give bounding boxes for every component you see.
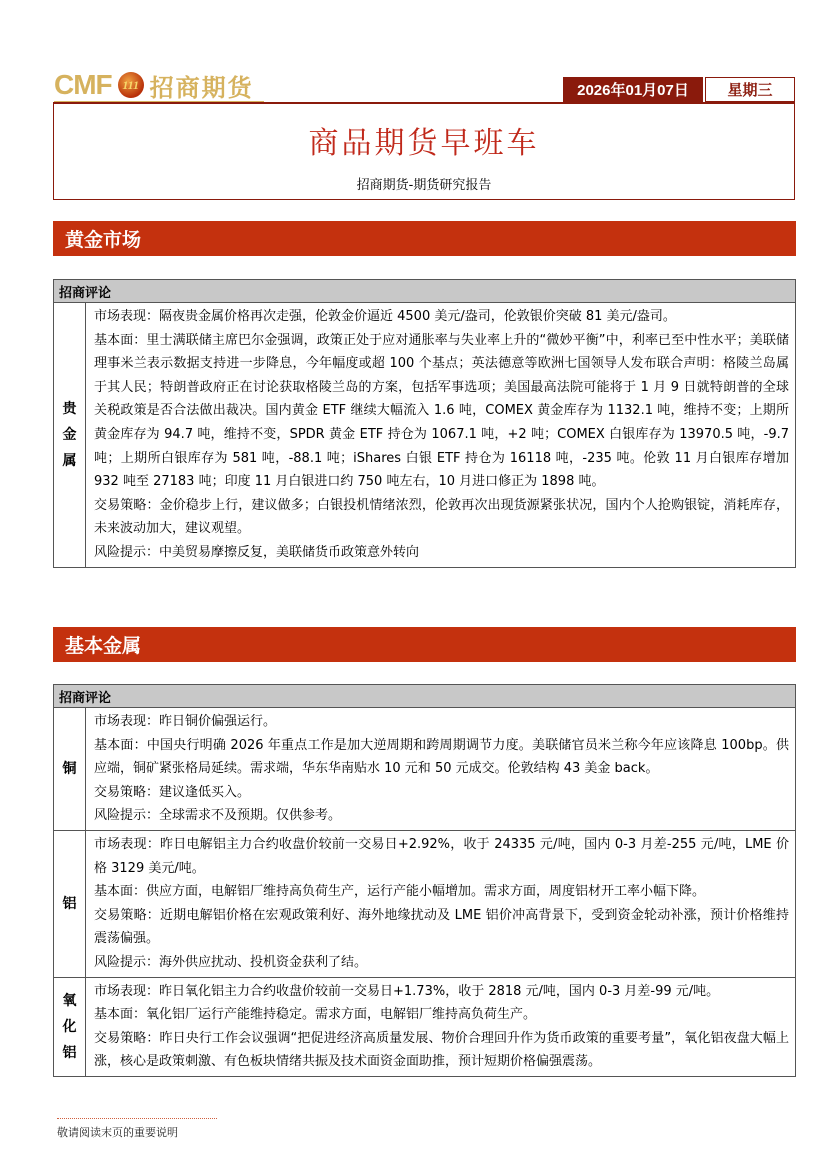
category-label	[54, 303, 86, 568]
category-char: 铝	[62, 895, 77, 912]
trading-strategy: 交易策略：近期电解铝价格在宏观政策利好、海外地缘扰动及 LME 铝价冲高背景下，受到资金轮动补涨，预计价格维持震荡偏强。	[94, 907, 789, 947]
category-label	[54, 977, 86, 1076]
fundamentals: 基本面：氧化铝厂运行产能维持稳定。需求方面，电解铝厂维持高负荷生产。	[94, 1007, 537, 1023]
table-row-copper	[54, 708, 796, 831]
risk-warning: 风险提示：中美贸易摩擦反复，美联储货币政策意外转向	[94, 544, 420, 560]
table-header: 招商评论	[54, 685, 796, 708]
table-header: 招商评论	[54, 280, 796, 303]
title-frame	[53, 102, 795, 200]
category-char: 铝	[62, 1044, 77, 1061]
section-header-gold: 黄金市场	[53, 221, 796, 256]
fundamentals: 基本面：里士满联储主席巴尔金强调，政策正处于应对通胀率与失业率上升的“微妙平衡”中，利率已至中性水平；美联储理事米兰表示数据支持进一步降息，今年幅度或超 100 个基点；英法德意等欧洲七国领导人发布联合声明：格陵兰岛属于其人民；特朗普政府正在讨论获取格陵兰岛的方案，包括军事选项；美国最高法院可能将于 1 月 9 日就特朗普的全球关税政策是否合法做出裁决。国内黄金 ETF 继续大幅流入 1.6 吨，COMEX 黄金库存为 1132.1 吨，维持不变；上期所黄金库存为 94.7 吨，维持不变，SPDR 黄金 ETF 持仓为 1067.1 吨，+2 吨；COMEX 白银库存为 13970.5 吨，-9.7 吨；上期所白银库存为 581 吨，-88.1 吨；iShares 白银 ETF 持仓为 16118 吨，-235 吨。伦敦 11 月白银库存增加 932 吨至 27183 吨；印度 11 月白银进口约 750 吨左右，10 月进口修正为 1898 吨。	[94, 332, 789, 490]
logo-text-cn: 招商期货	[149, 72, 254, 102]
page-subtitle: 招商期货-期货研究报告	[356, 178, 492, 193]
comment-content	[86, 303, 796, 568]
market-performance: 市场表现：昨日铜价偏强运行。	[94, 714, 277, 729]
page-title: 商品期货早班车	[308, 126, 540, 161]
market-performance: 市场表现：昨日电解铝主力合约收盘价较前一交易日+2.92%，收于 24335 元/吨，国内 0-3 月差-255 元/吨，LME 价格 3129 美元/吨。	[94, 836, 789, 876]
company-logo	[54, 68, 254, 102]
market-performance: 市场表现：昨日氧化铝主力合约收盘价较前一交易日+1.73%，收于 2818 元/吨，国内 0-3 月差-99 元/吨。	[94, 983, 720, 999]
logo-badge-icon: 111	[118, 72, 144, 98]
risk-warning: 风险提示：海外供应扰动、投机资金获利了结。	[94, 954, 368, 970]
market-performance: 市场表现：隔夜贵金属价格再次走强，伦敦金价逼近 4500 美元/盎司，伦敦银价突破 81 美元/盎司。	[94, 309, 676, 324]
table-row-aluminum	[54, 830, 796, 977]
category-char: 化	[62, 1018, 77, 1035]
gold-comment-table	[53, 279, 796, 568]
comment-content	[86, 977, 796, 1076]
category-char: 金	[62, 426, 77, 443]
section-header-base-metals: 基本金属	[53, 627, 796, 662]
category-label	[54, 708, 86, 831]
base-metals-comment-table	[53, 684, 796, 1077]
fundamentals: 基本面：中国央行明确 2026 年重点工作是加大逆周期和跨周期调节力度。美联储官员米兰称今年应该降息 100bp。供应端，铜矿紧张格局延续。需求端，华东华南贴水 10 元和 50 元成交。伦敦结构 43 美金 back。	[94, 737, 789, 777]
category-char: 属	[62, 452, 77, 469]
logo-text-latin: CMF	[54, 69, 112, 100]
trading-strategy: 交易策略：建议逢低买入。	[94, 784, 251, 800]
risk-warning: 风险提示：全球需求不及预期。仅供参考。	[94, 808, 342, 824]
trading-strategy: 交易策略：昨日央行工作会议强调“把促进经济高质量发展、物价合理回升作为货币政策的重要考量”，氧化铝夜盘大幅上涨，核心是政策刺激、有色板块情绪共振及技术面资金面助推，预计短期价格偏强震荡。	[94, 1030, 789, 1070]
report-weekday: 星期三	[705, 77, 795, 102]
category-label	[54, 830, 86, 977]
footer-note: 敬请阅读末页的重要说明	[57, 1126, 178, 1139]
table-row-precious-metals	[54, 303, 796, 568]
report-date: 2026年01月07日	[563, 77, 703, 102]
comment-content	[86, 830, 796, 977]
category-char: 贵	[62, 400, 77, 417]
table-row-alumina	[54, 977, 796, 1076]
footer-divider	[57, 1118, 217, 1120]
category-char: 氧	[62, 992, 77, 1009]
comment-content	[86, 708, 796, 831]
fundamentals: 基本面：供应方面，电解铝厂维持高负荷生产，运行产能小幅增加。需求方面，周度铝材开工率小幅下降。	[94, 884, 706, 900]
category-char: 铜	[62, 760, 77, 777]
trading-strategy: 交易策略：金价稳步上行，建议做多；白银投机情绪浓烈，伦敦再次出现货源紧张状况，国内个人抢购银锭，消耗库存，未来波动加大，建议观望。	[94, 497, 789, 537]
